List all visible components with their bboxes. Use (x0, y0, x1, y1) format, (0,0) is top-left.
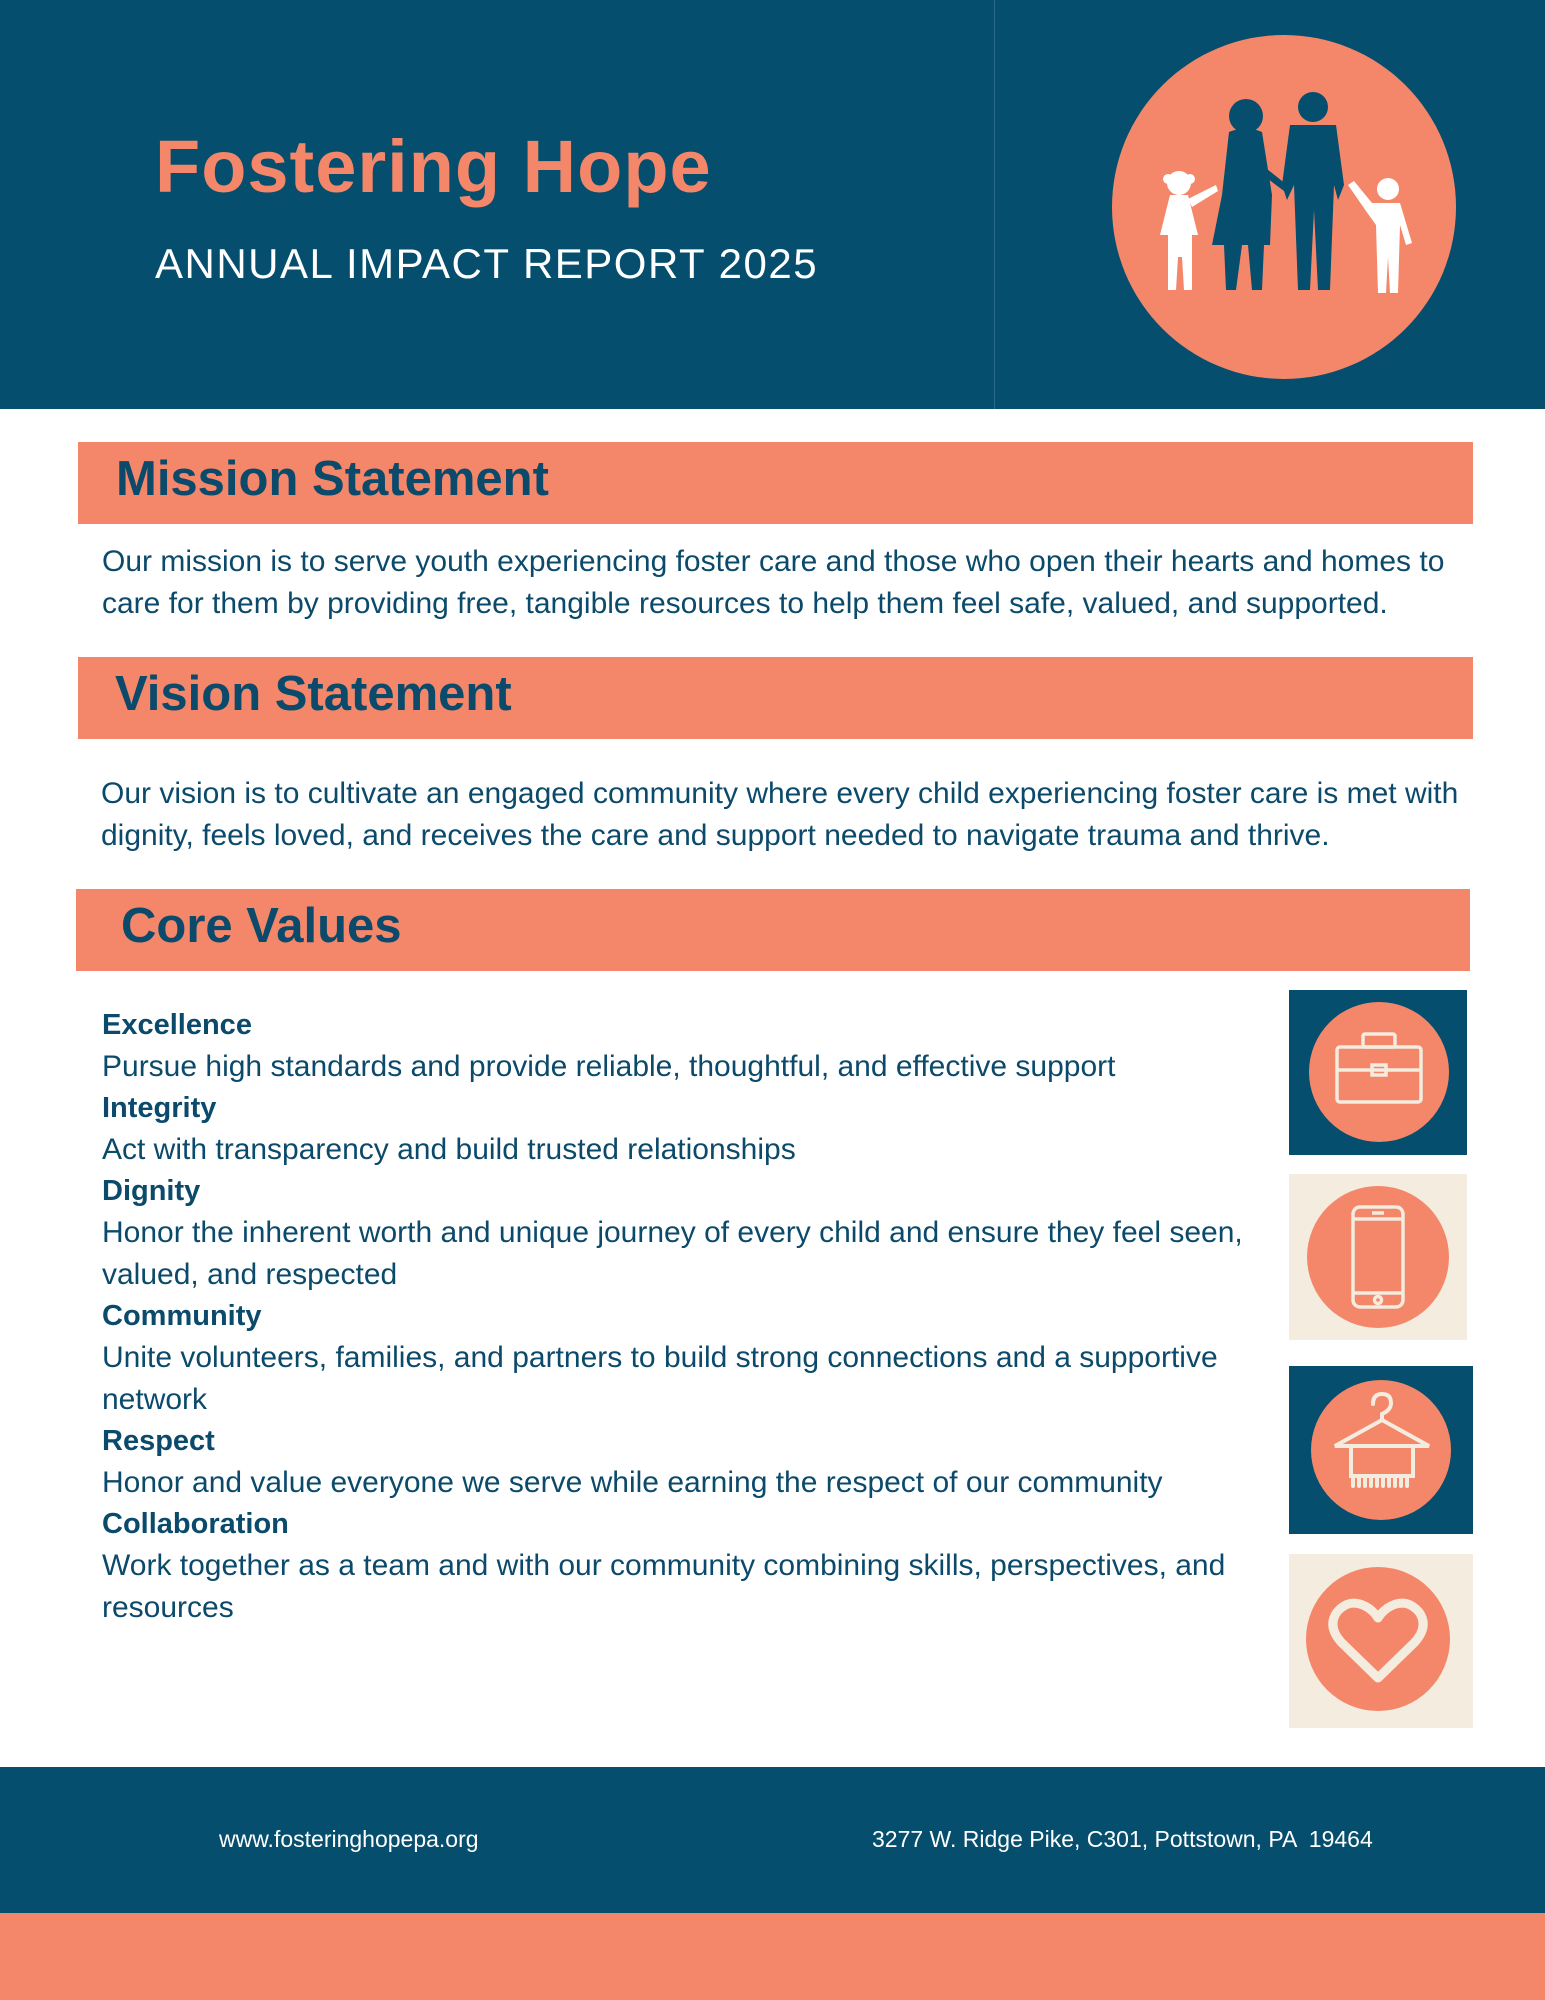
briefcase-tile (1289, 990, 1467, 1155)
value-description: Honor the inherent worth and unique journey of every child and ensure they feel seen, valued, and respected (102, 1216, 1243, 1291)
heart-icon (1289, 1554, 1473, 1728)
address-text: 3277 W. Ridge Pike, C301, Pottstown, PA 19464 (872, 1826, 1373, 1852)
core-values-banner (76, 889, 1470, 971)
value-description: Act with transparency and build trusted relationships (102, 1133, 796, 1166)
value-name: Integrity (102, 1092, 217, 1124)
mission-banner (78, 442, 1473, 524)
value-item-respect (102, 1421, 1252, 1504)
value-name: Community (102, 1300, 262, 1332)
value-item-community (102, 1296, 1252, 1421)
vision-heading: Vision Statement (115, 667, 512, 721)
value-description: Honor and value everyone we serve while earning the respect of our community (102, 1466, 1163, 1499)
value-name: Collaboration (102, 1508, 289, 1540)
value-description: Work together as a team and with our community combining skills, perspectives, and resources (102, 1549, 1226, 1624)
hanger-icon (1289, 1366, 1473, 1534)
value-name: Dignity (102, 1175, 201, 1207)
core-values-heading: Core Values (121, 899, 402, 953)
core-values-list (102, 1005, 1252, 1629)
value-description: Pursue high standards and provide reliable, thoughtful, and effective support (102, 1050, 1116, 1083)
website-link[interactable]: www.fosteringhopepa.org (219, 1826, 479, 1852)
value-item-dignity (102, 1171, 1252, 1296)
phone-icon (1289, 1174, 1467, 1340)
org-name: Fostering Hope (155, 125, 712, 208)
phone-tile (1289, 1174, 1467, 1340)
family-silhouette-icon (1112, 35, 1456, 379)
value-description: Unite volunteers, families, and partners to build strong connections and a supportive network (102, 1341, 1218, 1416)
vision-text: Our vision is to cultivate an engaged community where every child experiencing foster care is met with dignity, feels loved, and receives the care and support needed to navigate trauma and thrive. (101, 777, 1459, 852)
briefcase-icon (1289, 990, 1467, 1155)
mission-heading: Mission Statement (116, 452, 549, 506)
mission-text: Our mission is to serve youth experiencing foster care and those who open their hearts and homes to care for them by providing free, tangible resources to help them feel safe, valued, and supported. (102, 545, 1445, 620)
value-item-collaboration (102, 1504, 1252, 1629)
header-divider (994, 0, 995, 409)
hanger-tile (1289, 1366, 1473, 1534)
heart-tile (1289, 1554, 1473, 1728)
report-title: ANNUAL IMPACT REPORT 2025 (155, 240, 819, 287)
value-name: Respect (102, 1425, 215, 1457)
value-item-integrity (102, 1088, 1252, 1171)
value-name: Excellence (102, 1009, 252, 1041)
bottom-accent-bar (0, 1913, 1545, 2000)
vision-banner (78, 657, 1473, 739)
value-item-excellence (102, 1005, 1252, 1088)
